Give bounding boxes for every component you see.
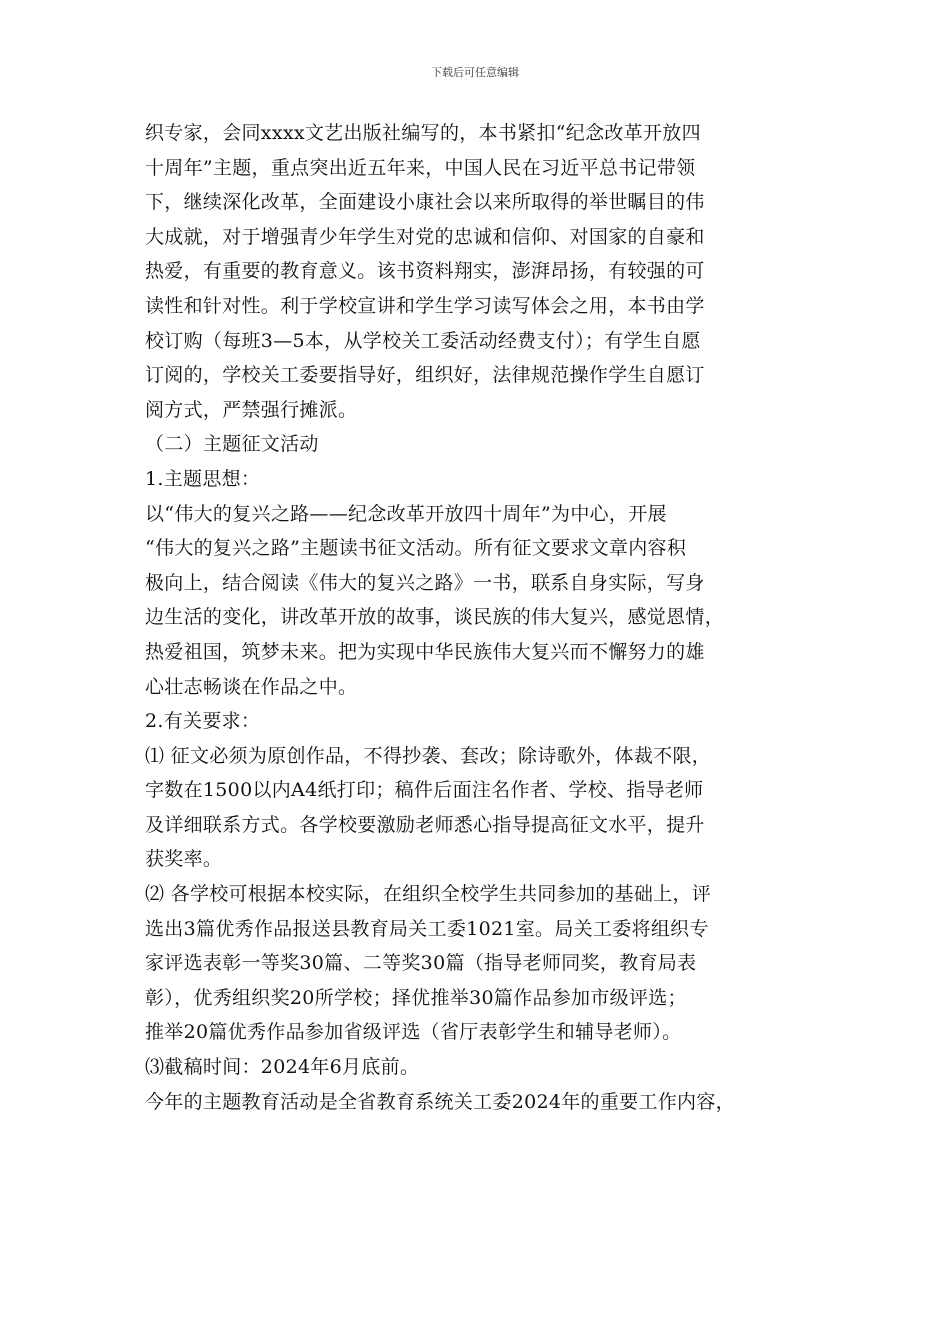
text-line: 及详细联系方式。各学校要激励老师悉心指导提高征文水平，提升 bbox=[145, 813, 705, 836]
text-line: 织专家，会同xxxx文艺出版社编写的，本书紧扣“纪念改革开放四 bbox=[145, 122, 701, 144]
text-line: 阅方式，严禁强行摊派。 bbox=[145, 398, 358, 421]
text-line: 选出3篇优秀作品报送县教育局关工委1021室。局关工委将组织专 bbox=[145, 917, 709, 940]
page-header: 下载后可任意编辑 bbox=[431, 66, 519, 79]
text-line: 大成就，对于增强青少年学生对党的忠诚和信仰、对国家的自豪和 bbox=[145, 225, 705, 248]
text-line: 今年的主题教育活动是全省教育系统关工委2024年的重要工作内容， bbox=[145, 1090, 735, 1113]
text-line: ⑶截稿时间：2024年6月底前。 bbox=[145, 1056, 420, 1079]
text-line: 极向上，结合阅读《伟大的复兴之路》一书，联系自身实际，写身 bbox=[145, 571, 705, 594]
text-line: ⑵ 各学校可根据本校实际，在组织全校学生共同参加的基础上，评 bbox=[145, 883, 712, 906]
text-line: 家评选表彰一等奖30篇、二等奖30篇（指导老师同奖，教育局表 bbox=[145, 952, 697, 975]
subsection-heading: 2.有关要求： bbox=[145, 710, 261, 733]
text-line: 下，继续深化改革，全面建设小康社会以来所取得的举世瞩目的伟 bbox=[145, 191, 705, 214]
text-line: 边生活的变化，讲改革开放的故事，谈民族的伟大复兴，感觉恩情， bbox=[145, 606, 725, 629]
document-body bbox=[145, 116, 815, 1119]
text-line: 获奖率。 bbox=[145, 848, 223, 871]
text-line: ⑴ 征文必须为原创作品，不得抄袭、套改；除诗歌外，体裁不限， bbox=[145, 744, 712, 767]
text-line: 心壮志畅谈在作品之中。 bbox=[145, 675, 358, 698]
text-line: 热爱祖国，筑梦未来。把为实现中华民族伟大复兴而不懈努力的雄 bbox=[145, 640, 705, 663]
text-line: 热爱，有重要的教育意义。该书资料翔实，澎湃昂扬，有较强的可 bbox=[145, 260, 705, 283]
text-line: 订阅的，学校关工委要指导好，组织好，法律规范操作学生自愿订 bbox=[145, 364, 705, 387]
text-line: 推举20篇优秀作品参加省级评选（省厅表彰学生和辅导老师）。 bbox=[145, 1021, 682, 1044]
section-heading: （二）主题征文活动 bbox=[145, 433, 319, 456]
subsection-heading: 1.主题思想： bbox=[145, 467, 261, 490]
text-line: 十周年”主题，重点突出近五年来，中国人民在习近平总书记带领 bbox=[145, 156, 696, 179]
text-line: 彰），优秀组织奖20所学校；择优推举30篇作品参加市级评选； bbox=[145, 986, 687, 1009]
text-line: “伟大的复兴之路”主题读书征文活动。所有征文要求文章内容积 bbox=[145, 537, 687, 560]
text-line: 读性和针对性。利于学校宣讲和学生学习读写体会之用，本书由学 bbox=[145, 294, 705, 317]
text-line: 字数在1500以内A4纸打印；稿件后面注名作者、学校、指导老师 bbox=[145, 779, 704, 802]
text-line: 校订购（每班3—5本，从学校关工委活动经费支付）；有学生自愿 bbox=[145, 329, 701, 352]
text-line: 以“伟大的复兴之路——纪念改革开放四十周年”为中心，开展 bbox=[145, 502, 667, 525]
